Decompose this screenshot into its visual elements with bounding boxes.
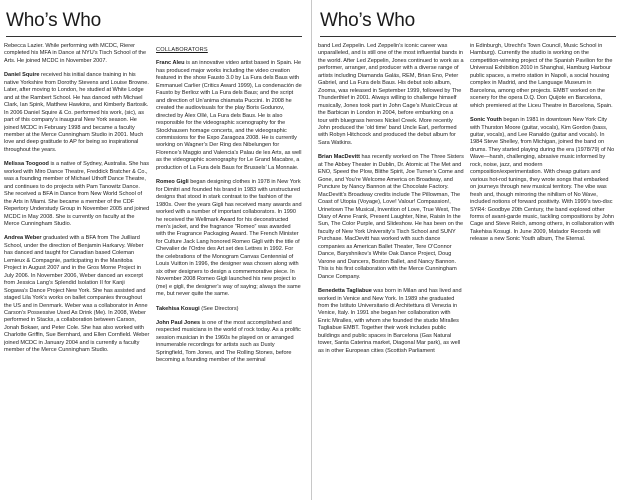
bio-text: (See Directors) xyxy=(201,305,239,312)
bio-name: John Paul Jones xyxy=(156,319,201,326)
page-title: Who’s Who xyxy=(320,10,415,31)
bio-name: Andrea Weber xyxy=(4,235,42,242)
bio-text: is one of the most accomplished and respected musicians in the world of rock today. As a prolific session musician in the 1960s he played on or arranged innumerable recordings for artists such as Dusty Springfield, Tom Jones, and The Rolling Stones, before becoming a founding member of the seminal xyxy=(156,319,301,364)
bio-text: in Edinburgh, Utrecht’s Town Council, Music School in Hamburg). Currently the studio is working on the competition-winning project of the Spanish Pavilion for the Universal Exhibition 2010 in Shanghai, Hamburg Harbour public spaces, a metro station in Napoli, a social housing complex in Madrid, and the Language Museum in Barcelona, among other projects. EMBT worked on the scenery for the opera D.Q. Don Quijote en Barcelona, which premiered at the Liceu Theatre in Barcelona, Spain. xyxy=(470,43,613,109)
bio-name: Benedetta Tagliabue xyxy=(318,288,372,295)
collaborators-heading: COLLABORATORS xyxy=(156,47,208,53)
page-fold xyxy=(311,0,312,500)
bio-text: has recently worked on The Three Sisters at The Abbey Theater in Dublin, Dr. Atomic at The Met and ENO, Speed the Plow, Blithe Spirit, Joe Turner’s Come and Gone, and You’re Welcome America on Broadway, and Puncture by Nancy Bannon at the Chocolate Factory. MacDevitt’s Broadway credits include The Pillowman, The Coast of Utopia (Voyage), Love! Valour! Compassion!, Urinetown The Musical, Invention of Love, True West, The Diary of Anne Frank, Present Laughter, Nine, Raisin In the Sun, The Color Purple, and Slideshow. He has been on the faculty of New York University’s Tisch School and SUNY Purchase. MacDevitt has worked with such dance companies as American Ballet Theater, Tere O’Connor Dance, Baryshnikov’s White Oak Dance Project, Doug Varone and Dancers, Boston Ballet, and Nancy Bannon. This is his first collaboration with the Merce Cunningham Dance Company. xyxy=(318,154,464,280)
bio-paragraph xyxy=(4,72,150,154)
bio-paragraph xyxy=(156,179,302,298)
bio-name: Takehisa Kosugi xyxy=(156,305,200,312)
bio-paragraph xyxy=(156,60,302,172)
bio-text: Rebecca Lazier. While performing with MCDC, Rierer completed his MFA in Dance at NYU’s Tisch School of the Arts. He joined MCDC in November 2007. xyxy=(4,43,147,64)
left-column-2 xyxy=(156,43,302,372)
right-column-2 xyxy=(470,43,616,362)
bio-paragraph xyxy=(318,43,464,147)
bio-name: Melissa Toogood xyxy=(4,161,49,168)
right-page xyxy=(318,6,621,494)
bio-text: began in 1981 in downtown New York City with Thurston Moore (guitar, vocals), Kim Gordon (bass, guitar, vocals), and Lee Ranaldo (guitar and vocals). In 1984 Steve Shelley, from Michigan, joined the band on drums. They started playing during the era (1978/79) of No Wave—harsh, challenging, abrasive music informed by rock, noise, jazz, and modern composition/experimentation. With cheap guitars and various hot-rod tunings, they wrote songs that embarked on journeys through new musical territory. The vibe was fresh and, though mirroring the nihilism of No Wave, included notions of forward positivity. With 1999’s two-disc SYR4: Goodbye 20th Century, the band explored other forms of avant-garde music, tackling compositions by John Cage and Steve Reich, among others, in collaboration with Takehisa Kosugi. In June 2009, Matador Records will release a new Sonic Youth album, The Eternal. xyxy=(470,117,615,243)
bio-text: band Led Zeppelin. Led Zeppelin’s iconic career was unparalleled, and is still one of the most influential bands in the world. After Led Zeppelin, Jones continued to work as a performer, arranger, and producer with a diverse range of artists including Diamanda Galás, REM, Brian Eno, Peter Gabriel, and La Fura dels Baus. His debut solo album, Zooma, was released in September 1999, followed by The Thunderthief in 2001. Always willing to challenge himself musically, Jones took part in John Cage’s MusicCircus at the Barbican in London in 2004, before embarking on a tour with bluegrass heroes Nickel Creek. More recently John produced the ‘old time’ band Uncle Earl, performed with Robyn Hitchcock and produced the debut album for Sara Watkins. xyxy=(318,43,464,146)
title-rule xyxy=(320,36,616,37)
left-column-1 xyxy=(4,43,150,372)
page-title: Who’s Who xyxy=(6,10,101,31)
bio-paragraph xyxy=(470,117,616,244)
bio-paragraph xyxy=(470,43,616,110)
title-rule xyxy=(6,36,302,37)
bio-text: is an innovative video artist based in Spain. He has produced major works including the video creation featured in the show Fausto 3.0 by La Fura dels Baus with Emmanuel Carlier (Critics Award 1999), La condenación de Fausto by Berlioz with La Fura dels Baus; and the script and direction of Un’anima chiamata Puccini. In 2008 he created the audiovisuals for the play Boris Godunov, directed by Àlex Ollé, La Fura dels Baus. He is also responsible for the videographic scenography for the Stockhausen homage concerts, and the videographic commissions for the Expo Zaragoza 2008. He is currently working on Wagner’s Der Ring des Nibelungen for Florence’s Maggio and Valencia’s Palau de les Arts, as well as the videographic scenography for Le Grand Macabre, a production of La Fura dels Baus for Brussels’ La Monnaie. xyxy=(156,60,302,171)
bio-text: is a native of Sydney, Australia. She has worked with Miro Dance Theatre, Freddick Bratcher & Co., was a founding member of Michael Uthoff Dance Theatre, and continues to do projects with Pam Tanowitz Dance. She received a BFA in Dance from New World School of the Arts in Miami. She became a member of the CDF Repertory Understudy Group in November 2005 and joined MCDC in May 2008. She is currently on faculty at the Merce Cunningham Studio. xyxy=(4,161,150,227)
bio-paragraph xyxy=(318,154,464,281)
bio-paragraph xyxy=(4,161,150,228)
bio-text: graduated with a BFA from The Juilliard School, under the direction of Benjamin Harkarvy. Weber has danced and taught for Canadian based Coleman Lemieux & Compagnie, participating in the Manitoba Project in August 2007 and in the Gros Morne Project in July 2006. In November 2006, Weber danced an excerpt from Jessica Lang’s Splendid Isolation II for Kanji Sogawa’s Dance Project New York. She has assisted and staged Lila York’s works on ballet companies throughout the US and in Denmark. Weber was a collaborator in Anne Carson’s Possessive Used As Drink (Me). In 2008, Weber performed in Stacks, a collaboration between Carson, Jonah Bokaer, and Peter Cole. She has also worked with Charlotte Griffin, Sue Bernhard, and Ellen Cornfield. Weber joined MCDC in January 2004 and is currently a faculty member of the Merce Cunningham Studio. xyxy=(4,235,150,354)
bio-name: Romeo Gigli xyxy=(156,179,189,186)
bio-name: Franc Aleu xyxy=(156,60,185,67)
bio-name: Sonic Youth xyxy=(470,117,502,124)
bio-name: Daniel Squire xyxy=(4,72,40,79)
bio-text: began designing clothes in 1978 in New York for Dimitri and founded his brand in 1983 with unstructured designs that stood in stark contrast to the fashion of the 1980s. Over the years Gigli has received many awards and worked with a number of important collaborators. In 1990 he received the Wellmark Award for his deconstructed men’s jacket, and the fragrance “Romeo” was awarded with the Fragrance Packaging Award. The French Minister for Culture Jack Lang honored Romeo Gigli with the title of Chevalier de l’Ordre des Art set des Lettres in 1992. For the celebrations of the Monogram Canvas Centennial of Louis Vuitton in 1996, the designer was chosen along with six other designers to design a commemorative piece. In November 2008 Romeo Gigli launched his new project io (me) e gigli, the designer’s way of saying; always the same me, but never quite the same. xyxy=(156,179,302,298)
bio-paragraph xyxy=(156,320,302,365)
bio-text: was born in Milan and has lived and worked in Venice and New York. In 1989 she graduated from the Istituto Universitario di Architettura di Venezia in Venice, Italy. In 1991 she began her collaboration with Enric Miralles, with whom she founded the studio Miralles Tagliabue EMBT. Together their work includes public buildings and public spaces in Barcelona (Gas Natural tower, Santa Caterina market, Diagonal Mar park), as well as in other European cities (Scottish Parliament xyxy=(318,288,462,354)
bio-paragraph xyxy=(318,288,464,355)
bio-paragraph xyxy=(156,306,302,313)
bio-paragraph xyxy=(4,235,150,354)
bio-paragraph xyxy=(4,43,150,65)
right-column-1 xyxy=(318,43,464,362)
bio-name: Brian MacDevitt xyxy=(318,154,360,161)
bio-text: received his initial dance training in his native Yorkshire from Dorothy Stevens and Louise Browne. Later, after moving to London, he studied at White Lodge and at the Rambert School. He has danced with Michael Clark, Ian Spink, Matthew Hawkins, and Kimberly Bartosik. In 2006 Daniel Squire & Co. performed his work, (sic), as part of this company’s inaugural New York season. He joined MCDC in February 1998 and became a faculty member at the Merce Cunningham Studio in 2001. Much love and deep gratitude to AP for being so inspirational throughout the years. xyxy=(4,72,149,153)
left-page xyxy=(4,6,306,494)
